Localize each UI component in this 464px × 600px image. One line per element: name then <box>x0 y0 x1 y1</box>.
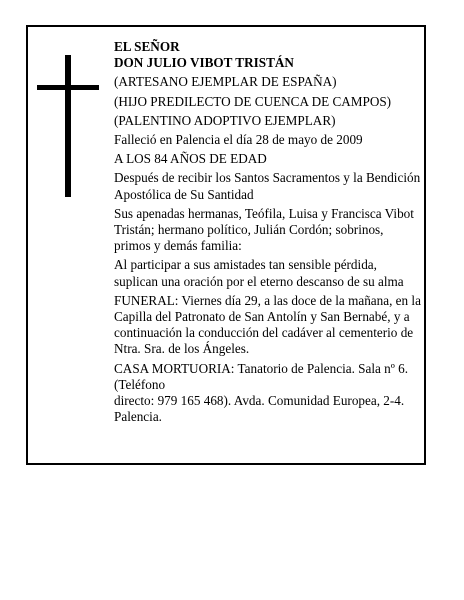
cross-icon <box>37 55 99 197</box>
mortuary-line-2: directo: 979 165 468). Avda. Comunidad Europea, 2-4. Palencia. <box>114 393 405 425</box>
sacraments-paragraph: Después de recibir los Santos Sacramentos y la Bendición Apostólica de Su Santidad <box>114 170 421 202</box>
honor-1: (ARTESANO EJEMPLAR DE ESPAÑA) <box>114 74 337 90</box>
honor-3: (PALENTINO ADOPTIVO EJEMPLAR) <box>114 112 336 128</box>
cross-vertical-bar <box>65 55 71 197</box>
funeral-paragraph: FUNERAL: Viernes día 29, a las doce de la mañana, en la Capilla del Patronato de San Antolín y San Bernabé, y a continuación la conducción del cadáver al cementerio de Ntra. Sra. de los Ángeles. <box>114 292 421 357</box>
cross-horizontal-bar <box>37 85 99 90</box>
age-line: A LOS 84 AÑOS DE EDAD <box>114 151 267 167</box>
death-date-line: Falleció en Palencia el día 28 de mayo de 2009 <box>114 132 363 148</box>
family-paragraph: Sus apenadas hermanas, Teófila, Luisa y Francisca Vibot Tristán; hermano político, Julián Cordón; sobrinos, primos y demás familia: <box>114 205 414 254</box>
obituary-text <box>114 39 422 428</box>
prayer-paragraph: Al participar a sus amistades tan sensible pérdida, suplican una oración por el eterno descanso de su alma <box>114 257 404 289</box>
title-line-1: EL SEÑOR <box>114 39 180 54</box>
honor-2: (HIJO PREDILECTO DE CUENCA DE CAMPOS) <box>114 93 392 109</box>
mortuary-line-1: CASA MORTUORIA: Tanatorio de Palencia. Sala nº 6. (Teléfono <box>114 360 409 392</box>
deceased-name: DON JULIO VIBOT TRISTÁN <box>114 55 294 71</box>
